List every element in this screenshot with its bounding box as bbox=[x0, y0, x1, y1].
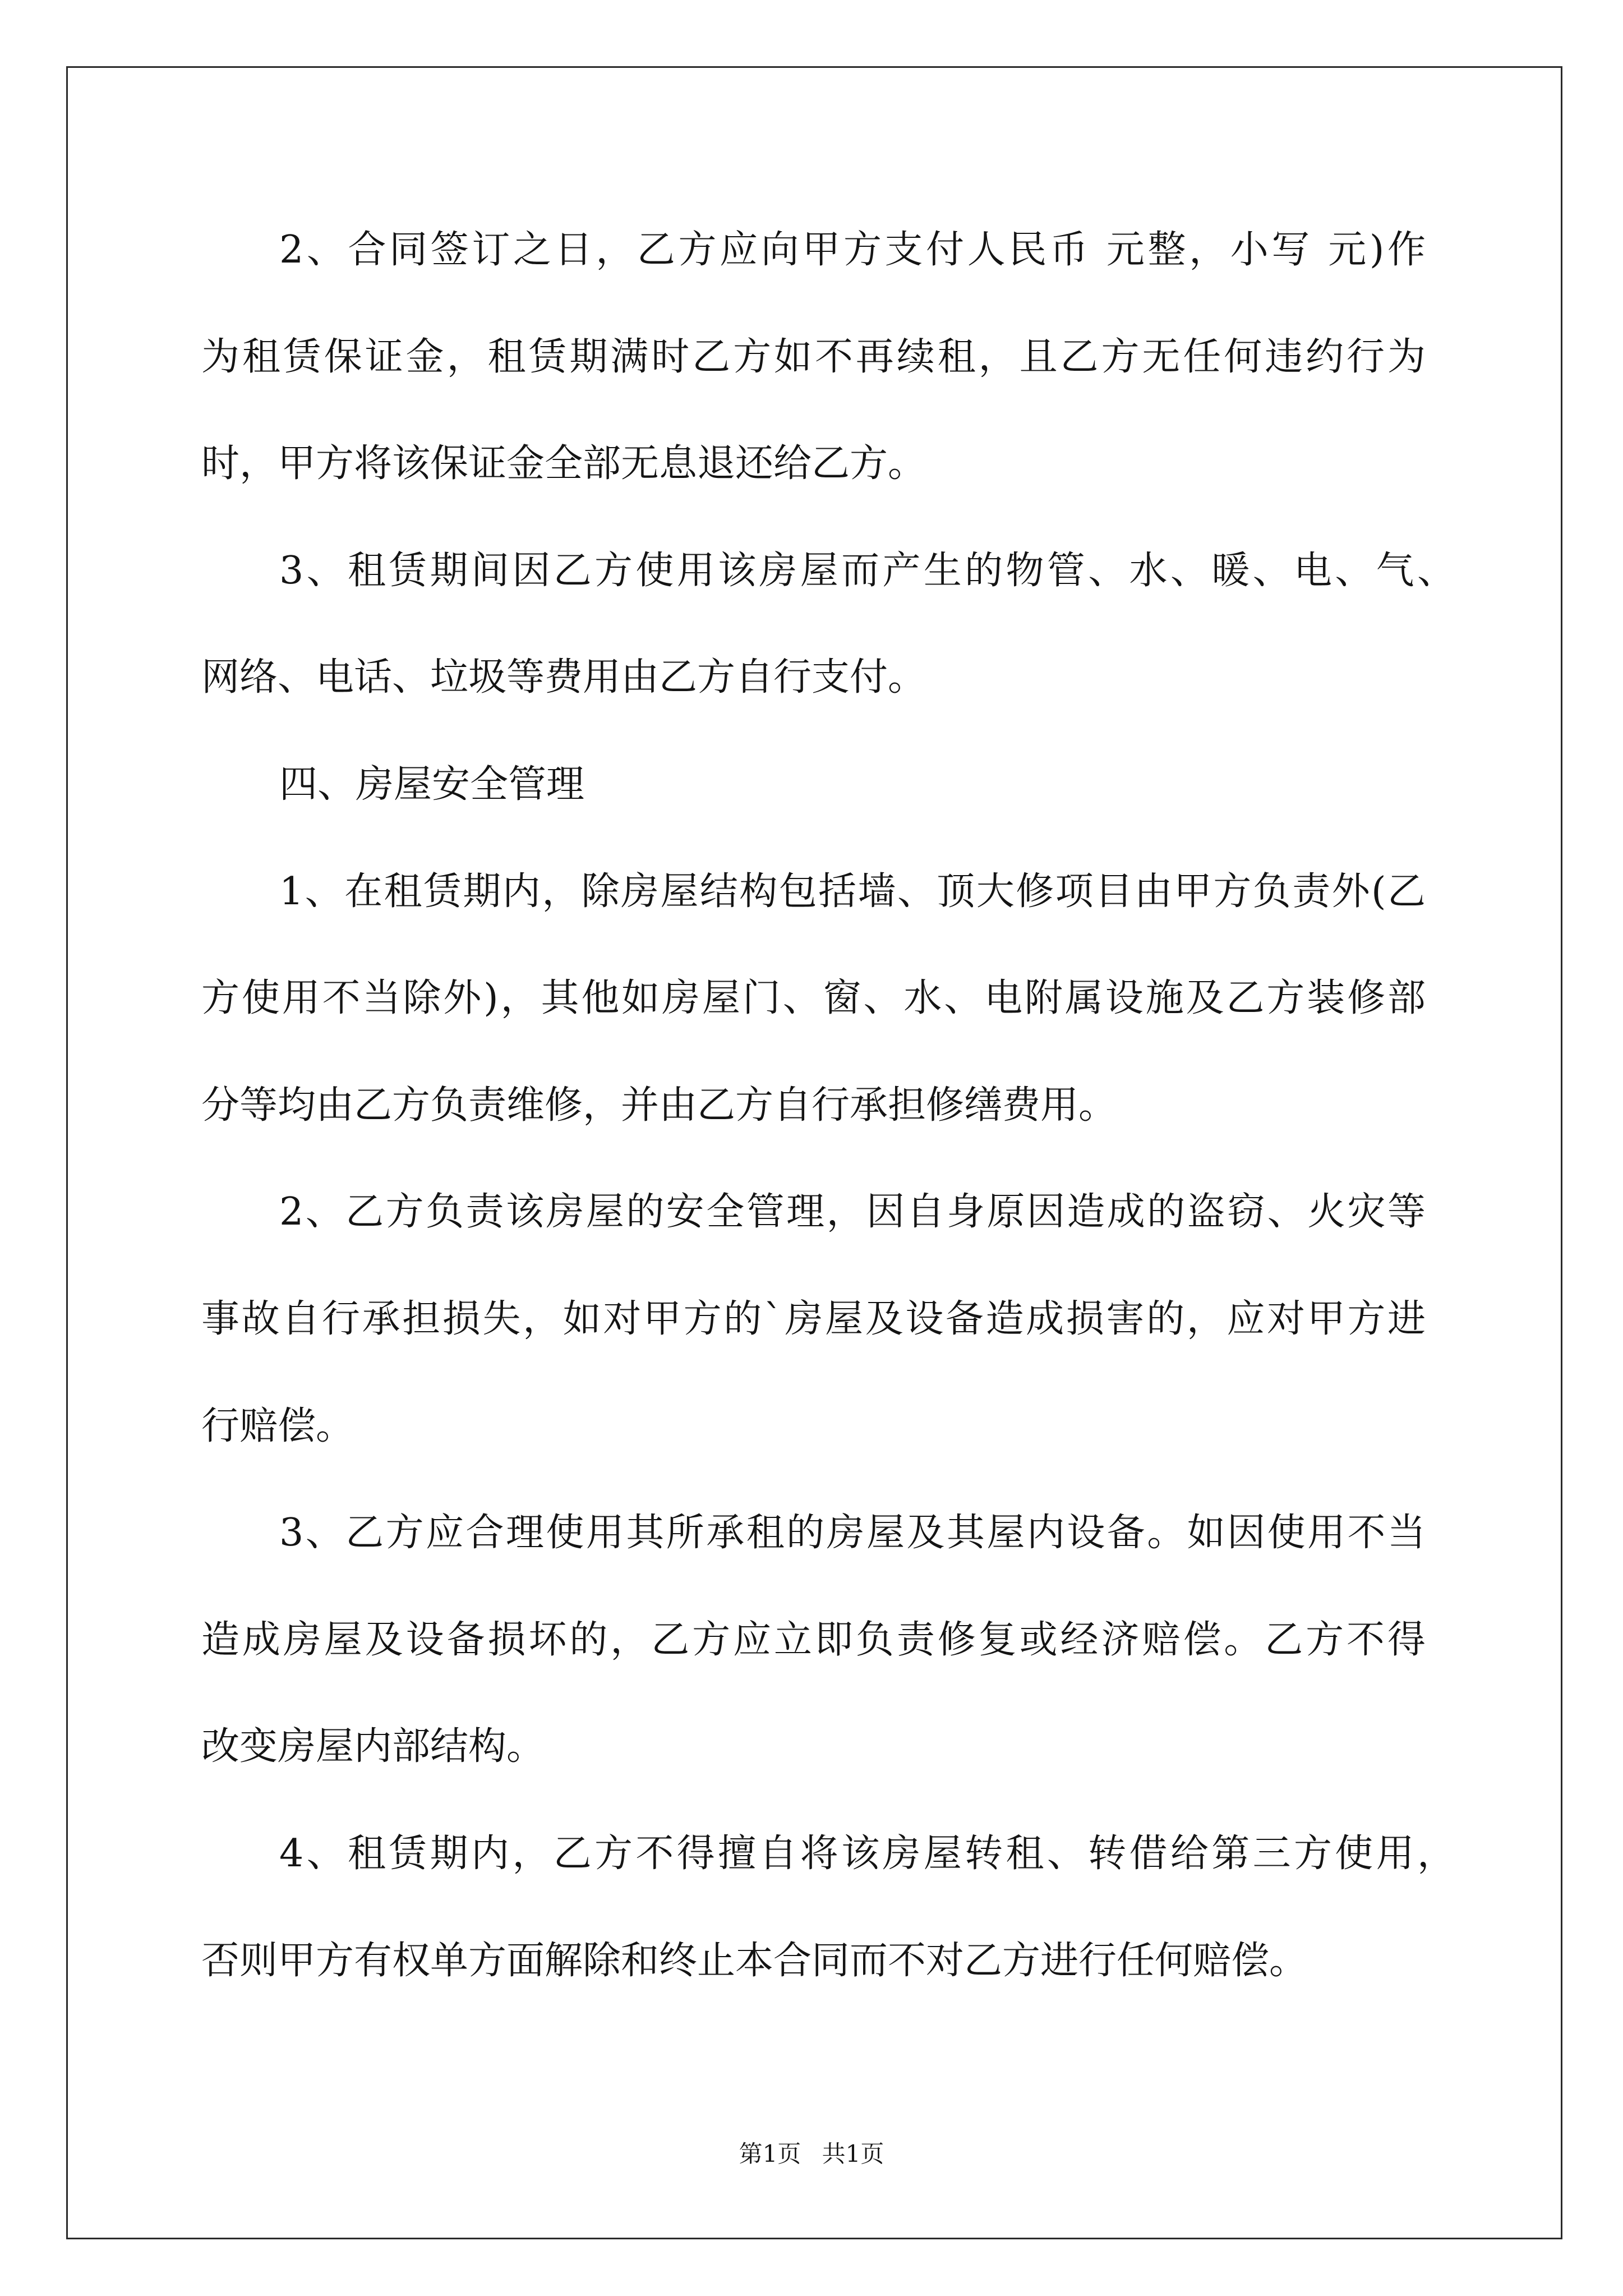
paragraph-line: 行赔偿。 bbox=[201, 1404, 354, 1448]
paragraph-line: 网络、电话、垃圾等费用由乙方自行支付。 bbox=[201, 655, 926, 700]
paragraph-line: 4、租赁期内，乙方不得擅自将该房屋转租、转借给第三方使用， bbox=[279, 1832, 1455, 1876]
paragraph-line: 事故自行承担损失，如对甲方的`房屋及设备造成损害的，应对甲方进 bbox=[201, 1297, 1426, 1341]
paragraph-line: 改变房屋内部结构。 bbox=[201, 1724, 545, 1769]
paragraph-line: 1、在租赁期内，除房屋结构包括墙、顶大修项目由甲方负责外(乙 bbox=[279, 869, 1426, 914]
page-number-footer: 第1页 共1页 bbox=[739, 2140, 884, 2168]
paragraph-line: 为租赁保证金，租赁期满时乙方如不再续租，且乙方无任何违约行为 bbox=[201, 335, 1426, 379]
paragraph-line: 分等均由乙方负责维修，并由乙方自行承担修缮费用。 bbox=[201, 1083, 1117, 1128]
paragraph-line: 3、租赁期间因乙方使用该房屋而产生的物管、水、暖、电、气、 bbox=[279, 549, 1455, 593]
paragraph-line: 时，甲方将该保证金全部无息退还给乙方。 bbox=[201, 441, 926, 486]
section-heading: 四、房屋安全管理 bbox=[279, 762, 585, 807]
page-border bbox=[66, 66, 1562, 2239]
paragraph-line: 造成房屋及设备损坏的，乙方应立即负责修复或经济赔偿。乙方不得 bbox=[201, 1618, 1426, 1662]
paragraph-line: 3、乙方应合理使用其所承租的房屋及其屋内设备。如因使用不当 bbox=[279, 1511, 1426, 1555]
paragraph-line: 否则甲方有权单方面解除和终止本合同而不对乙方进行任何赔偿。 bbox=[201, 1939, 1308, 1983]
paragraph-line: 方使用不当除外)，其他如房屋门、窗、水、电附属设施及乙方装修部 bbox=[201, 976, 1426, 1020]
paragraph-line: 2、乙方负责该房屋的安全管理，因自身原因造成的盗窃、火灾等 bbox=[279, 1190, 1426, 1234]
paragraph-line: 2、合同签订之日，乙方应向甲方支付人民币 元整，小写 元)作 bbox=[279, 228, 1426, 272]
